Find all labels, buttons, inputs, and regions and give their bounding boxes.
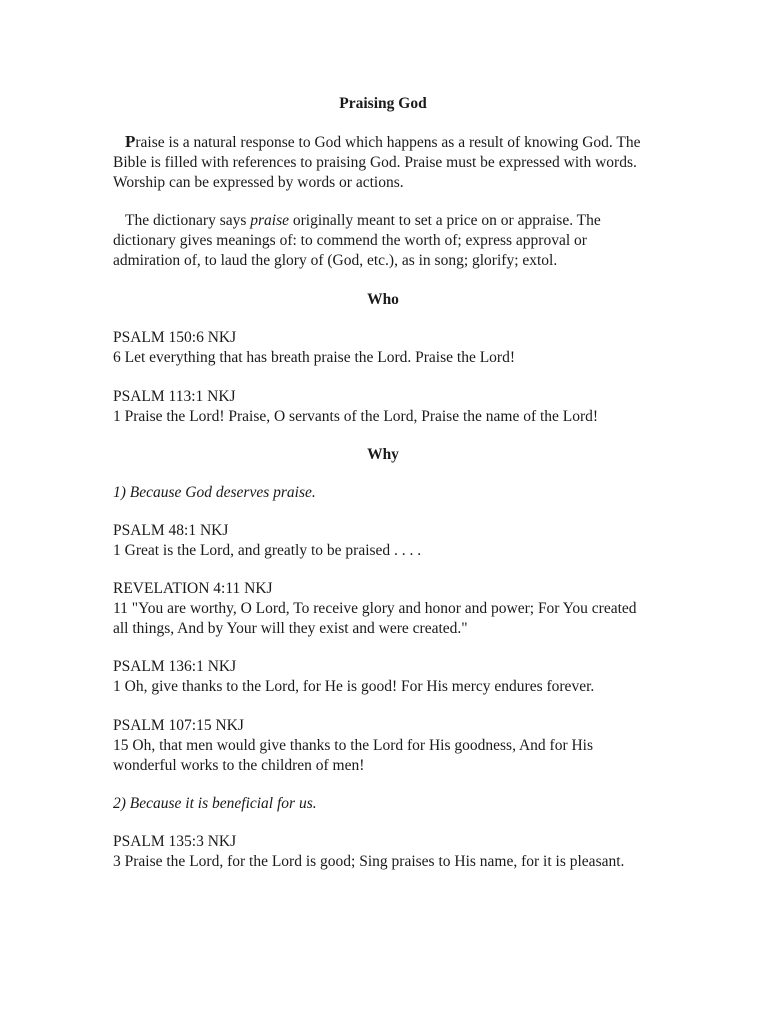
point-heading-2: 2) Because it is beneficial for us. [113, 795, 317, 812]
scripture-ref-block [113, 716, 653, 776]
intro-paragraph-2-text-b: originally meant to set a price on or appraise. The dictionary gives meanings of: to commend the worth of; express approval or admiration of, to laud the glory of (God, etc.), as in song; glorify; extol. [113, 212, 601, 269]
scripture-verse: 15 Oh, that men would give thanks to the Lord for His goodness, And for His wonderful works to the children of men! [113, 737, 594, 774]
section-heading-why: Why [367, 446, 399, 463]
point-heading-1: 1) Because God deserves praise. [113, 484, 316, 501]
scripture-reference: PSALM 135:3 NKJ [113, 833, 237, 850]
document-title: Praising God [339, 95, 427, 112]
intro-paragraph-1-text: raise is a natural response to God which happens as a result of knowing God. The Bible is filled with references to praising God. Praise must be expressed with words. Worship can be expressed by words or actions. [113, 134, 641, 191]
scripture-ref-block [113, 387, 653, 427]
scripture-ref-block [113, 328, 653, 368]
drop-cap: P [125, 132, 136, 151]
intro-paragraph-1 [113, 132, 653, 193]
scripture-verse: 6 Let everything that has breath praise the Lord. Praise the Lord! [113, 349, 516, 366]
scripture-ref-block [113, 832, 653, 872]
scripture-ref-block [113, 657, 653, 697]
scripture-reference: PSALM 107:15 NKJ [113, 717, 244, 734]
intro-paragraph-2-text-a: The dictionary says [125, 212, 251, 229]
scripture-reference: PSALM 48:1 NKJ [113, 522, 229, 539]
scripture-ref-block [113, 521, 653, 561]
scripture-verse: 1 Oh, give thanks to the Lord, for He is good! For His mercy endures forever. [113, 678, 595, 695]
scripture-verse: 3 Praise the Lord, for the Lord is good; Sing praises to His name, for it is pleasant. [113, 853, 625, 870]
section-heading-who: Who [367, 291, 399, 308]
scripture-verse: 1 Great is the Lord, and greatly to be praised . . . . [113, 542, 422, 559]
scripture-reference: REVELATION 4:11 NKJ [113, 580, 273, 597]
scripture-reference: PSALM 113:1 NKJ [113, 388, 236, 405]
scripture-verse: 1 Praise the Lord! Praise, O servants of the Lord, Praise the name of the Lord! [113, 408, 599, 425]
scripture-reference: PSALM 150:6 NKJ [113, 329, 237, 346]
scripture-reference: PSALM 136:1 NKJ [113, 658, 237, 675]
intro-paragraph-2 [113, 211, 653, 271]
scripture-verse: 11 "You are worthy, O Lord, To receive glory and honor and power; For You created all things, And by Your will they exist and were created." [113, 600, 637, 637]
scripture-ref-block [113, 579, 653, 639]
emphasized-word: praise [250, 212, 290, 229]
